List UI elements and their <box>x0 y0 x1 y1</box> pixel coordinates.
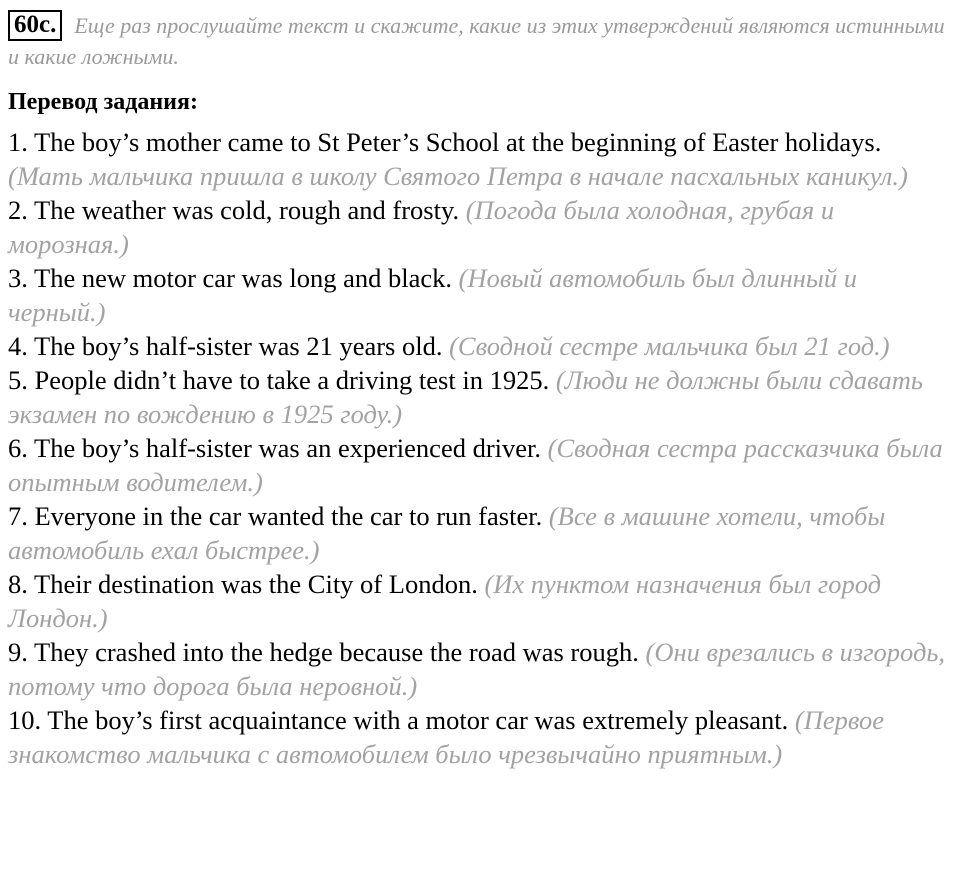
statement-list <box>8 125 952 771</box>
statement-translation: (Все в машине хотели, чтобы автомобиль ехал быстрее.) <box>8 501 886 565</box>
statement-english: 9. They crashed into the hedge because the road was rough. <box>8 637 639 667</box>
statement-item <box>8 125 952 193</box>
statement-translation: (Первое знакомство мальчика с автомобилем было чрезвычайно приятным.) <box>8 705 885 769</box>
statement-item <box>8 329 952 363</box>
statement-translation: (Новый автомобиль был длинный и черный.) <box>8 263 857 327</box>
section-title: Перевод задания: <box>8 89 198 115</box>
statement-item <box>8 499 952 567</box>
statement-english: 3. The new motor car was long and black. <box>8 263 452 293</box>
statement-english: 2. The weather was cold, rough and frosty. <box>8 195 460 225</box>
statement-item <box>8 193 952 261</box>
statement-english: 7. Everyone in the car wanted the car to run faster. <box>8 501 543 531</box>
statement-translation: (Люди не должны были сдавать экзамен по вождению в 1925 году.) <box>8 365 923 429</box>
statement-item <box>8 363 952 431</box>
statement-english: 8. Their destination was the City of London. <box>8 569 478 599</box>
statement-translation: (Мать мальчика пришла в школу Святого Петра в начале пасхальных каникул.) <box>8 161 908 191</box>
exercise-instruction: Еще раз прослушайте текст и скажите, какие из этих утверждений являются истинными и какие ложными. <box>8 13 945 69</box>
statement-translation: (Погода была холодная, грубая и морозная.) <box>8 195 835 259</box>
statement-english: 5. People didn’t have to take a driving test in 1925. <box>8 365 550 395</box>
statement-translation: (Они врезались в изгородь, потому что дорога была неровной.) <box>8 637 946 701</box>
statement-item <box>8 703 952 771</box>
statement-item <box>8 567 952 635</box>
statement-translation: (Сводной сестре мальчика был 21 год.) <box>449 331 890 361</box>
statement-english: 6. The boy’s half-sister was an experienced driver. <box>8 433 542 463</box>
statement-translation: (Сводная сестра рассказчика была опытным водителем.) <box>8 433 943 497</box>
statement-english: 4. The boy’s half-sister was 21 years old. <box>8 331 443 361</box>
exercise-number: 60c. <box>8 10 62 41</box>
statement-english: 10. The boy’s first acquaintance with a motor car was extremely pleasant. <box>8 705 789 735</box>
exercise-header <box>8 10 952 72</box>
statement-english: 1. The boy’s mother came to St Peter’s School at the beginning of Easter holidays. <box>8 127 882 157</box>
statement-item <box>8 261 952 329</box>
statement-item <box>8 431 952 499</box>
statement-item <box>8 635 952 703</box>
statement-translation: (Их пунктом назначения был город Лондон.) <box>8 569 882 633</box>
